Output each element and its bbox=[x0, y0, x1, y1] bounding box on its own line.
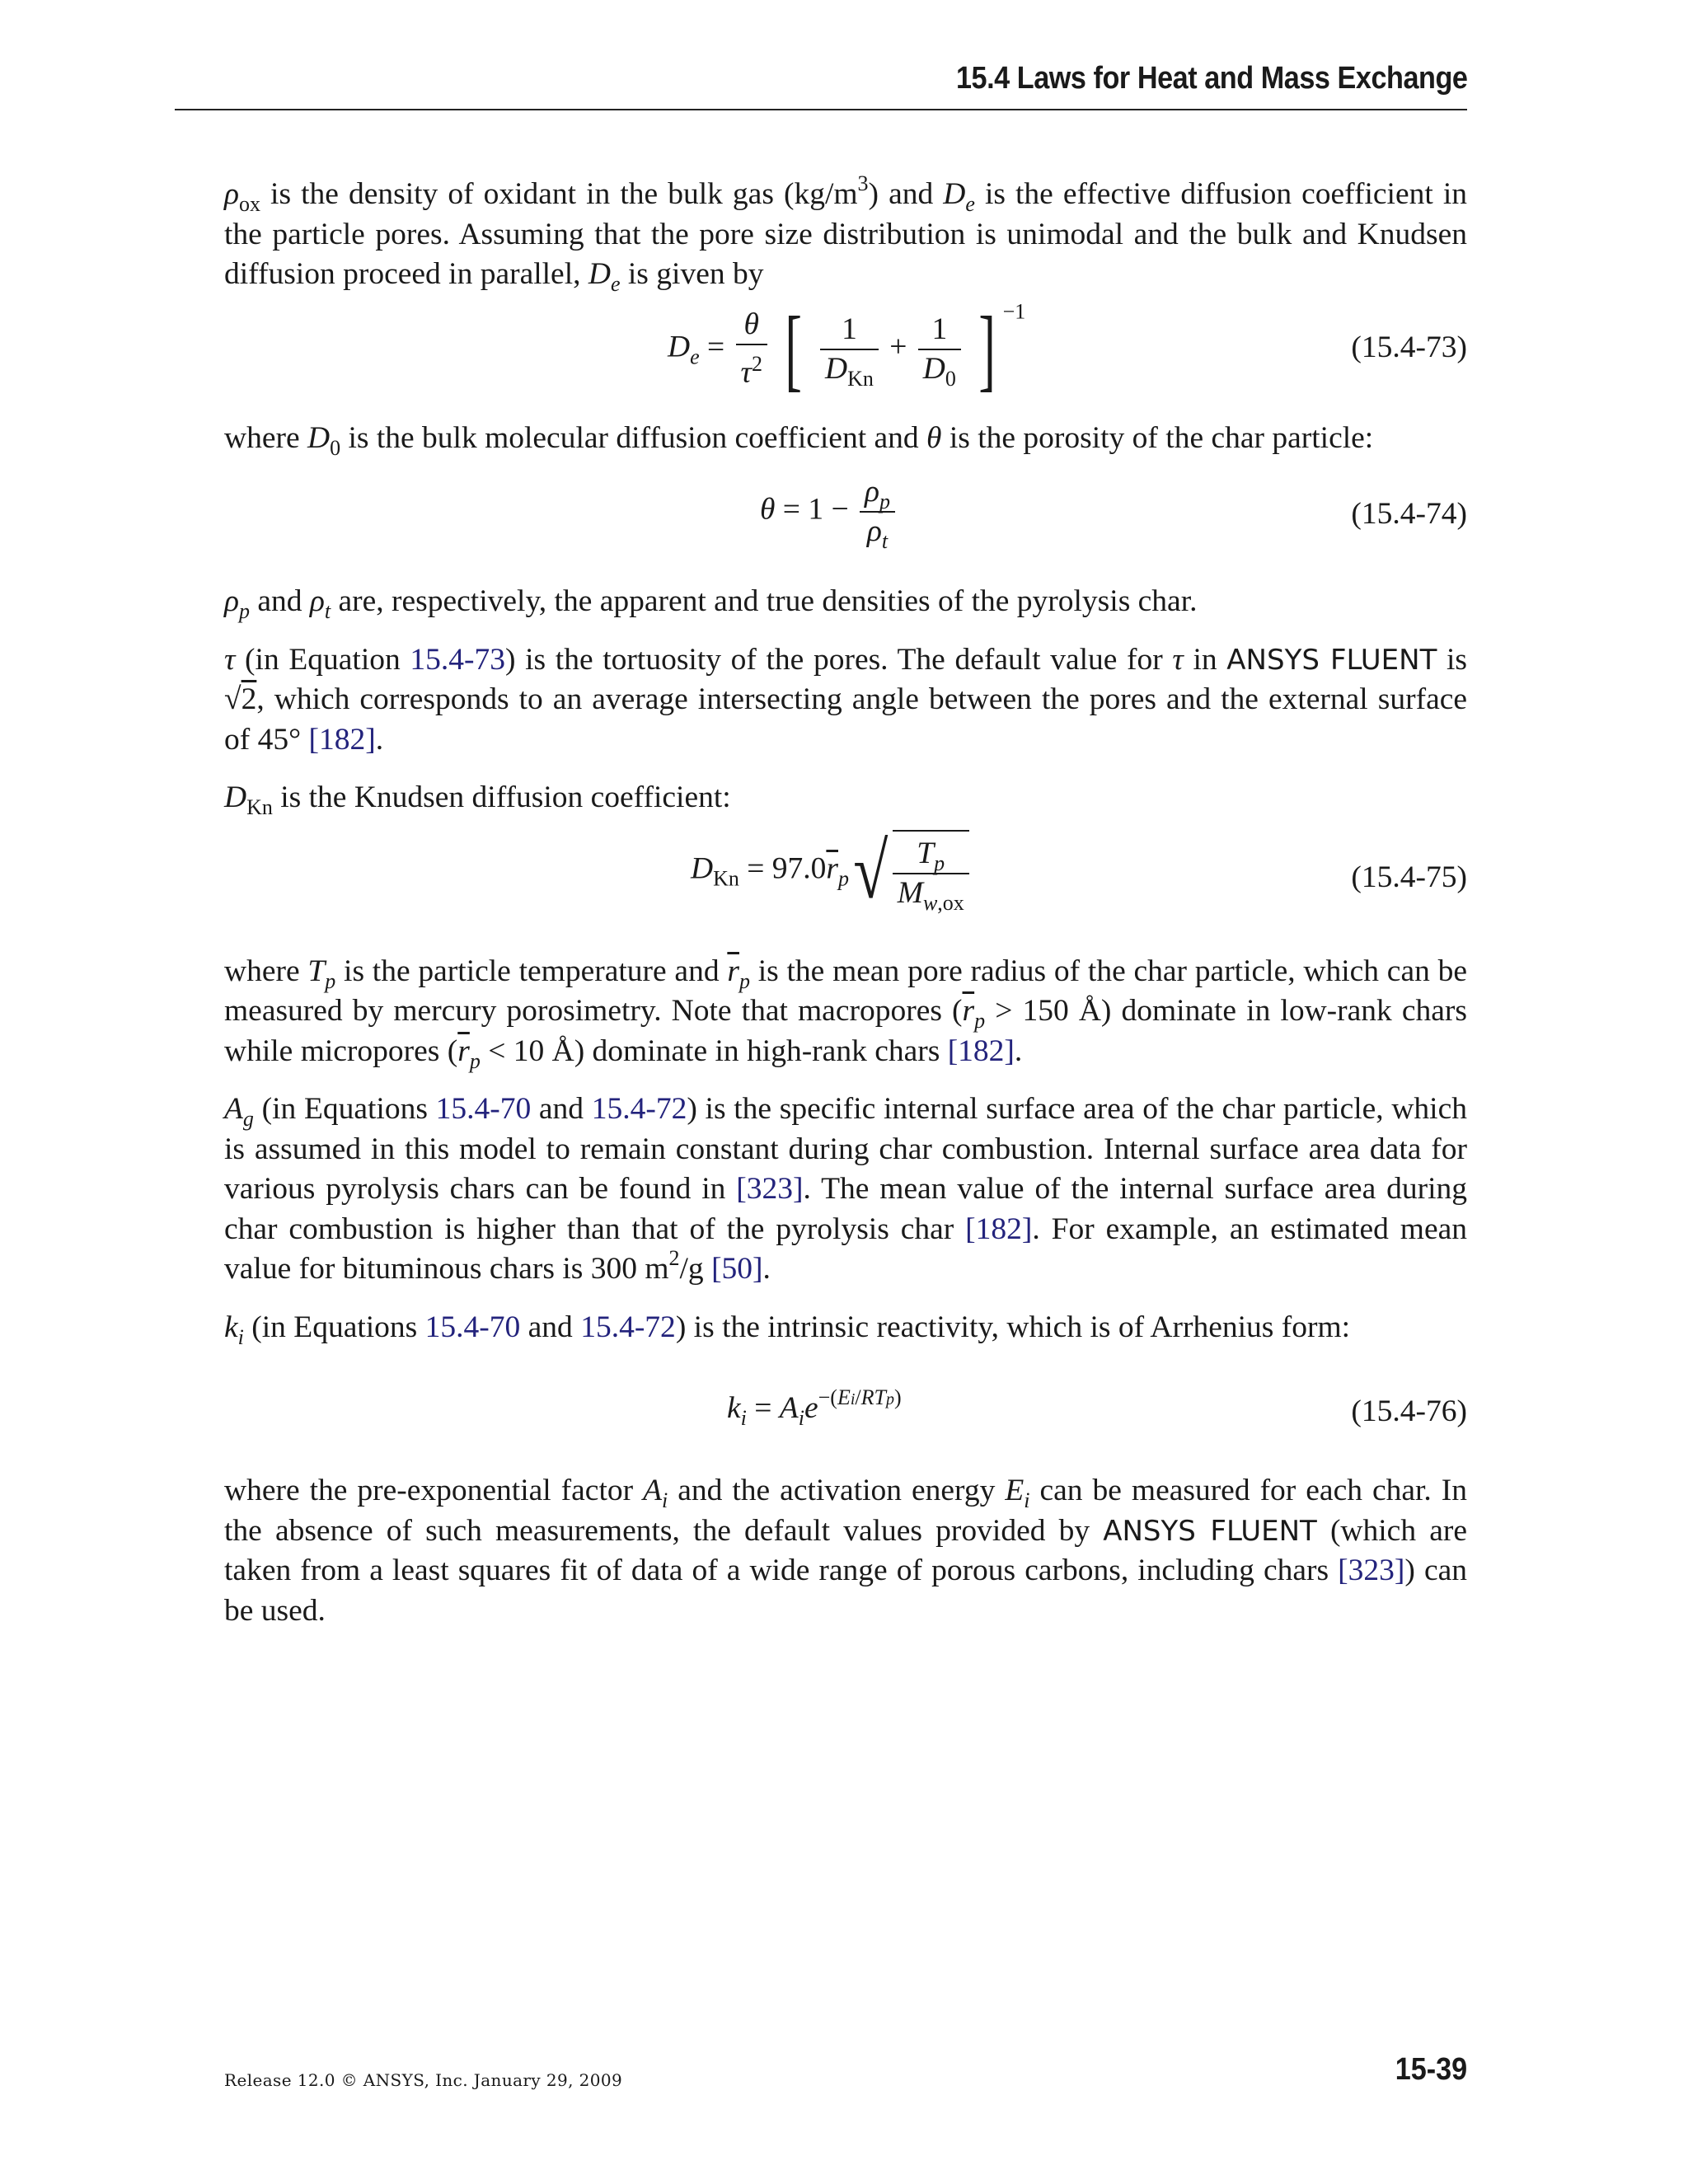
page-number: 15-39 bbox=[1395, 2052, 1467, 2087]
running-header bbox=[175, 61, 1467, 110]
paragraph-densities: $\rho_p$ and $\rho_t$ are, respectively, the apparent and true densities of the pyrolysis char. bbox=[224, 584, 1198, 623]
paragraph-oxidant-density: $\rho_{ox}$ is the density of oxidant in the bulk gas $(kg/m^3)$ and $D_e$ is the effective diffusion coefficient in the particle pores. Assuming that the pore size distribution is unimodal and the bulk and Knudsen diffusion proceed in parallel, $D_e$ is given by bbox=[224, 171, 1467, 296]
paragraph-knudsen: $D_{Kn}$ is the Knudsen diffusion coefficient: bbox=[224, 780, 731, 819]
equation-link[interactable]: 15.4-70 bbox=[435, 1092, 532, 1126]
paragraph-bulk-diffusion: where $D_0$ is the bulk molecular diffusion coefficient and θ is the porosity of the char particle: bbox=[224, 420, 1374, 460]
paragraph-activation: where the pre-exponential factor $A_i$ and the activation energy $E_i$ can be measured for each char. In the absence of such measurements, the default values provided by ANSYS FLUENT (which are taken from a least squares fit of data of a wide range of porous carbons, including chars [323]) can be used. bbox=[224, 1474, 1467, 1628]
equation-math: $D_{Kn} = 97.0\overline{r}_p√$ $\frac{T_p}{M_{w,ox}}$ bbox=[691, 830, 969, 912]
equation-15-4-73 bbox=[224, 295, 1467, 419]
citation-link[interactable]: [323] bbox=[1338, 1554, 1405, 1587]
equation-15-4-76 bbox=[224, 1347, 1467, 1471]
equation-link[interactable]: 15.4-72 bbox=[591, 1092, 687, 1126]
equation-15-4-75 bbox=[224, 818, 1467, 952]
citation-link[interactable]: [182] bbox=[947, 1033, 1015, 1068]
equation-math: $k_i = A_ie^{-(Ei/RTp)}$ bbox=[727, 1385, 902, 1430]
equation-number: (15.4-75) bbox=[1351, 860, 1467, 894]
body-text bbox=[224, 171, 1468, 1631]
citation-link[interactable]: [182] bbox=[965, 1212, 1033, 1246]
equation-link[interactable]: 15.4-73 bbox=[410, 642, 506, 677]
section-title: 15.4 Laws for Heat and Mass Exchange bbox=[955, 61, 1467, 96]
equation-number: (15.4-74) bbox=[1351, 497, 1467, 531]
citation-link[interactable]: [50] bbox=[711, 1252, 763, 1286]
paragraph-surface-area: $A_g$ (in Equations 15.4-70 and 15.4-72) is the specific internal surface area of the char particle, which is assumed in this model to remain constant during char combustion. Internal surface area data for various pyrolysis chars can be found in [323]. The mean value of the internal surface area during char combustion is higher than that of the pyrolysis char [182]. For example, an estimated mean value for bituminous chars is 300 $m^2/g$ [50]. bbox=[224, 1092, 1468, 1286]
equation-number: (15.4-73) bbox=[1351, 330, 1467, 364]
release-info: Release 12.0 © ANSYS, Inc. January 29, 2009 bbox=[224, 2070, 623, 2090]
page-footer bbox=[224, 2052, 1467, 2102]
citation-link[interactable]: [323] bbox=[736, 1172, 804, 1206]
equation-15-4-74 bbox=[224, 458, 1467, 582]
paragraph-pore-radius: where $T_p$ is the particle temperature and $\overline{r}_p$ is the mean pore radius of the char particle, which can be measured by mercury porosimetry. Note that macropores ($\overline{r}_p > 150$ Å) dominate in low-rank chars while micropores ($\overline{r}_p < 10$ Å) dominate in high-rank chars [182]. bbox=[224, 954, 1468, 1073]
equation-link[interactable]: 15.4-70 bbox=[424, 1310, 521, 1344]
citation-link[interactable]: [182] bbox=[308, 722, 376, 757]
paragraph-reactivity: $k_i$ (in Equations 15.4-70 and 15.4-72) is the intrinsic reactivity, which is of Arrhenius form: bbox=[224, 1310, 1351, 1349]
equation-math: θ = 1 − $\frac{\rho_p}{\rho_t}$ bbox=[760, 473, 898, 551]
equation-math: $D_e$ = $\frac{\theta}{\tau^2}$ [ $\frac{1}{D_{Kn}}$ + $\frac{1}{D_0}$ ] $^{-1}$ bbox=[668, 298, 1026, 401]
equation-link[interactable]: 15.4-72 bbox=[580, 1310, 676, 1344]
paragraph-tortuosity: τ (in Equation 15.4-73) is the tortuosity of the pores. The default value for τ in ANSYS FLUENT is √2, which corresponds to an average intersecting angle between the pores and the external surface of 45° [182]. bbox=[224, 642, 1468, 757]
equation-number: (15.4-76) bbox=[1351, 1394, 1467, 1428]
